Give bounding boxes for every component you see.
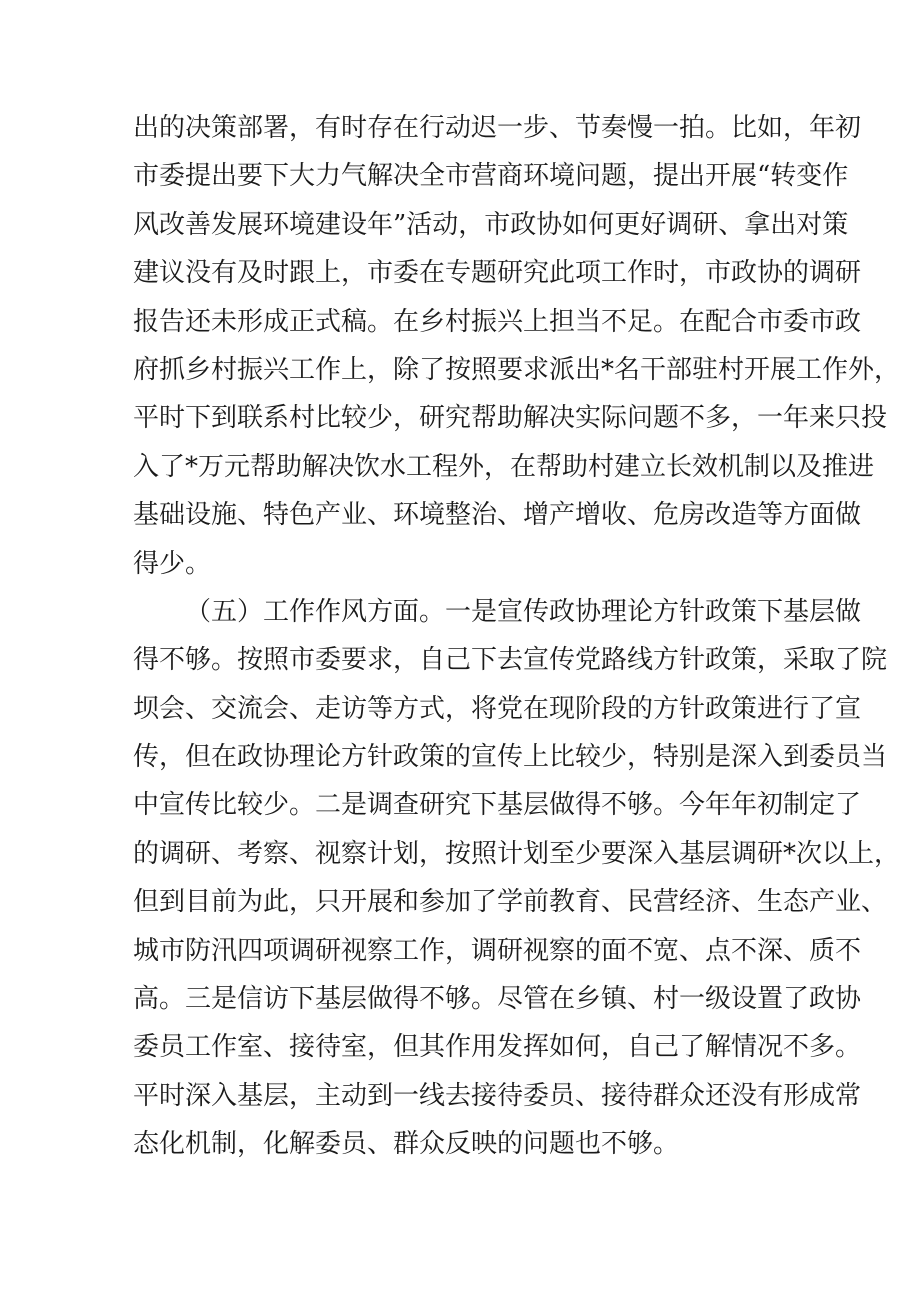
paragraph-line: 风改善发展环境建设年”活动，市政协如何更好调研、拿出对策 <box>133 209 849 240</box>
document-body <box>133 104 901 1169</box>
paragraph-line: 的调研、考察、视察计划，按照计划至少要深入基层调研*次以上， <box>133 838 901 869</box>
paragraph-line: 委员工作室、接待室，但其作用发挥如何，自己了解情况不多。 <box>133 1032 862 1063</box>
paragraph-line: 基础设施、特色产业、环境整治、增产增收、危房改造等方面做 <box>133 500 862 531</box>
paragraph-1 <box>133 104 901 588</box>
paragraph-line: 出的决策部署，有时存在行动迟一步、节奏慢一拍。比如，年初 <box>133 113 862 143</box>
paragraph-line: 坝会、交流会、走访等方式，将党在现阶段的方针政策进行了宣 <box>133 693 862 724</box>
paragraph-line: 平时深入基层，主动到一线去接待委员、接待群众还没有形成常 <box>133 1080 862 1111</box>
paragraph-line: 得少。 <box>133 548 212 579</box>
paragraph-line: （五）工作作风方面。一是宣传政协理论方针政策下基层做 <box>185 596 862 627</box>
paragraph-line: 市委提出要下大力气解决全市营商环境问题，提出开展“转变作 <box>133 161 849 192</box>
paragraph-line: 中宣传比较少。二是调查研究下基层做得不够。今年年初制定了 <box>133 790 862 821</box>
paragraph-line: 报告还未形成正式稿。在乡村振兴上担当不足。在配合市委市政 <box>133 306 862 337</box>
paragraph-line: 入了*万元帮助解决饮水工程外，在帮助村建立长效机制以及推进 <box>133 451 875 482</box>
paragraph-line: 平时下到联系村比较少，研究帮助解决实际问题不多，一年来只投 <box>133 403 888 434</box>
paragraph-line: 传，但在政协理论方针政策的宣传上比较少，特别是深入到委员当 <box>133 742 888 773</box>
paragraph-line: 得不够。按照市委要求，自己下去宣传党路线方针政策，采取了院 <box>133 645 888 676</box>
paragraph-line: 但到目前为此，只开展和参加了学前教育、民营经济、生态产业、 <box>133 887 888 918</box>
paragraph-line: 府抓乡村振兴工作上，除了按照要求派出*名干部驻村开展工作外， <box>133 354 901 385</box>
paragraph-line: 态化机制，化解委员、群众反映的问题也不够。 <box>133 1129 680 1160</box>
paragraph-line: 高。三是信访下基层做得不够。尽管在乡镇、村一级设置了政协 <box>133 984 862 1015</box>
paragraph-line: 城市防汛四项调研视察工作，调研视察的面不宽、点不深、质不 <box>133 935 862 966</box>
paragraph-line: 建议没有及时跟上，市委在专题研究此项工作时，市政协的调研 <box>133 258 862 289</box>
paragraph-2 <box>133 588 901 1169</box>
